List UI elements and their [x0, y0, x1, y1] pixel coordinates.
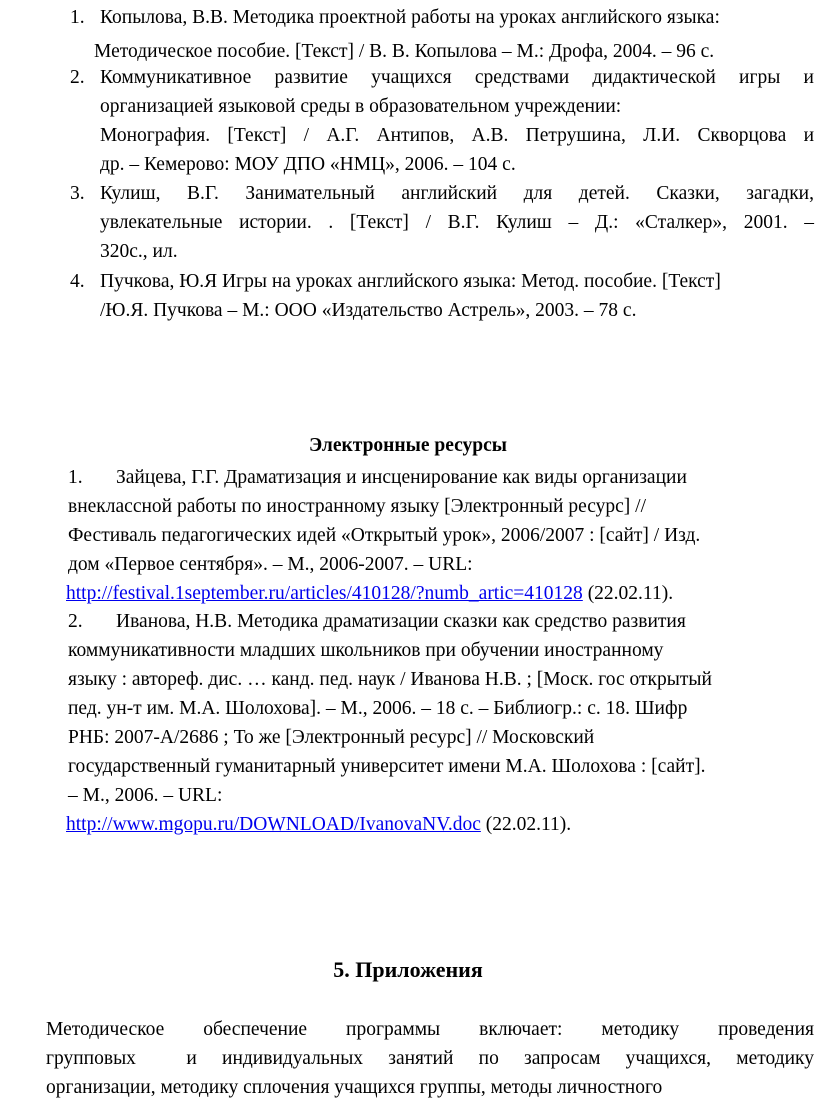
resource-number: 1.	[68, 467, 83, 488]
resource-line: РНБ: 2007-А/2686 ; То же [Электронный ресурс] // Московский	[68, 727, 595, 748]
festival-link[interactable]: http://festival.1september.ru/articles/410128/?numb_artic=410128	[66, 583, 583, 604]
reference-line: Кулиш, В.Г. Занимательный английский для детей. Сказки, загадки,	[100, 183, 814, 204]
resource-line: государственный гуманитарный университет имени М.А. Шолохова : [сайт].	[68, 756, 706, 777]
paragraph-line: групповых и индивидуальных занятий по запросам учащихся, методику	[46, 1048, 814, 1069]
resource-number: 2.	[68, 611, 83, 632]
section-heading-appendix: 5. Приложения	[333, 957, 483, 982]
reference-line: Монография. [Текст] / А.Г. Антипов, А.В. Петрушина, Л.И. Скворцова и	[100, 125, 814, 146]
reference-line: Копылова, В.В. Методика проектной работы на уроках английского языка:	[100, 7, 720, 28]
reference-number: 2.	[70, 67, 85, 88]
resource-line: Зайцева, Г.Г. Драматизация и инсценирование как виды организации	[116, 467, 687, 488]
resource-line: языку : автореф. дис. … канд. пед. наук / Иванова Н.В. ; [Моск. гос открытый	[68, 669, 712, 690]
paragraph-line: Методическое обеспечение программы включает: методику проведения	[46, 1019, 814, 1040]
reference-line: 320с., ил.	[100, 241, 178, 262]
resource-line: внеклассной работы по иностранному языку [Электронный ресурс] //	[68, 496, 646, 517]
access-date: (22.02.11).	[582, 583, 674, 604]
resource-line: коммуникативности младших школьников при обучении иностранному	[68, 640, 664, 661]
reference-number: 4.	[70, 271, 85, 292]
resource-link-line	[66, 580, 673, 608]
resource-line: – М., 2006. – URL:	[68, 785, 223, 806]
reference-line: Пучкова, Ю.Я Игры на уроках английского языка: Метод. пособие. [Текст]	[100, 271, 721, 292]
mgopu-link[interactable]: http://www.mgopu.ru/DOWNLOAD/IvanovaNV.doc	[66, 814, 481, 835]
reference-line: организацией языковой среды в образовательном учреждении:	[100, 96, 622, 117]
paragraph-line: организации, методику сплочения учащихся группы, методы личностного	[46, 1077, 663, 1098]
reference-line: Коммуникативное развитие учащихся средствами дидактической игры и	[100, 67, 814, 88]
resource-link-line	[66, 811, 571, 839]
reference-number: 3.	[70, 183, 85, 204]
resource-line: дом «Первое сентября». – М., 2006-2007. – URL:	[68, 554, 473, 575]
resource-line: пед. ун-т им. М.А. Шолохова]. – М., 2006. – 18 с. – Библиогр.: с. 18. Шифр	[68, 698, 688, 719]
resource-line: Фестиваль педагогических идей «Открытый урок», 2006/2007 : [сайт] / Изд.	[68, 525, 701, 546]
reference-number: 1.	[70, 7, 85, 28]
resource-line: Иванова, Н.В. Методика драматизации сказки как средство развития	[116, 611, 686, 632]
access-date: (22.02.11).	[480, 814, 572, 835]
section-heading-electronic-resources: Электронные ресурсы	[308, 435, 508, 456]
reference-line: др. – Кемерово: МОУ ДПО «НМЦ», 2006. – 104 с.	[100, 154, 516, 175]
reference-line: /Ю.Я. Пучкова – М.: ООО «Издательство Астрель», 2003. – 78 с.	[100, 300, 637, 321]
reference-line: Методическое пособие. [Текст] / В. В. Копылова – М.: Дрофа, 2004. – 96 с.	[94, 41, 715, 62]
reference-line: увлекательные истории. . [Текст] / В.Г. Кулиш – Д.: «Сталкер», 2001. –	[100, 212, 814, 233]
